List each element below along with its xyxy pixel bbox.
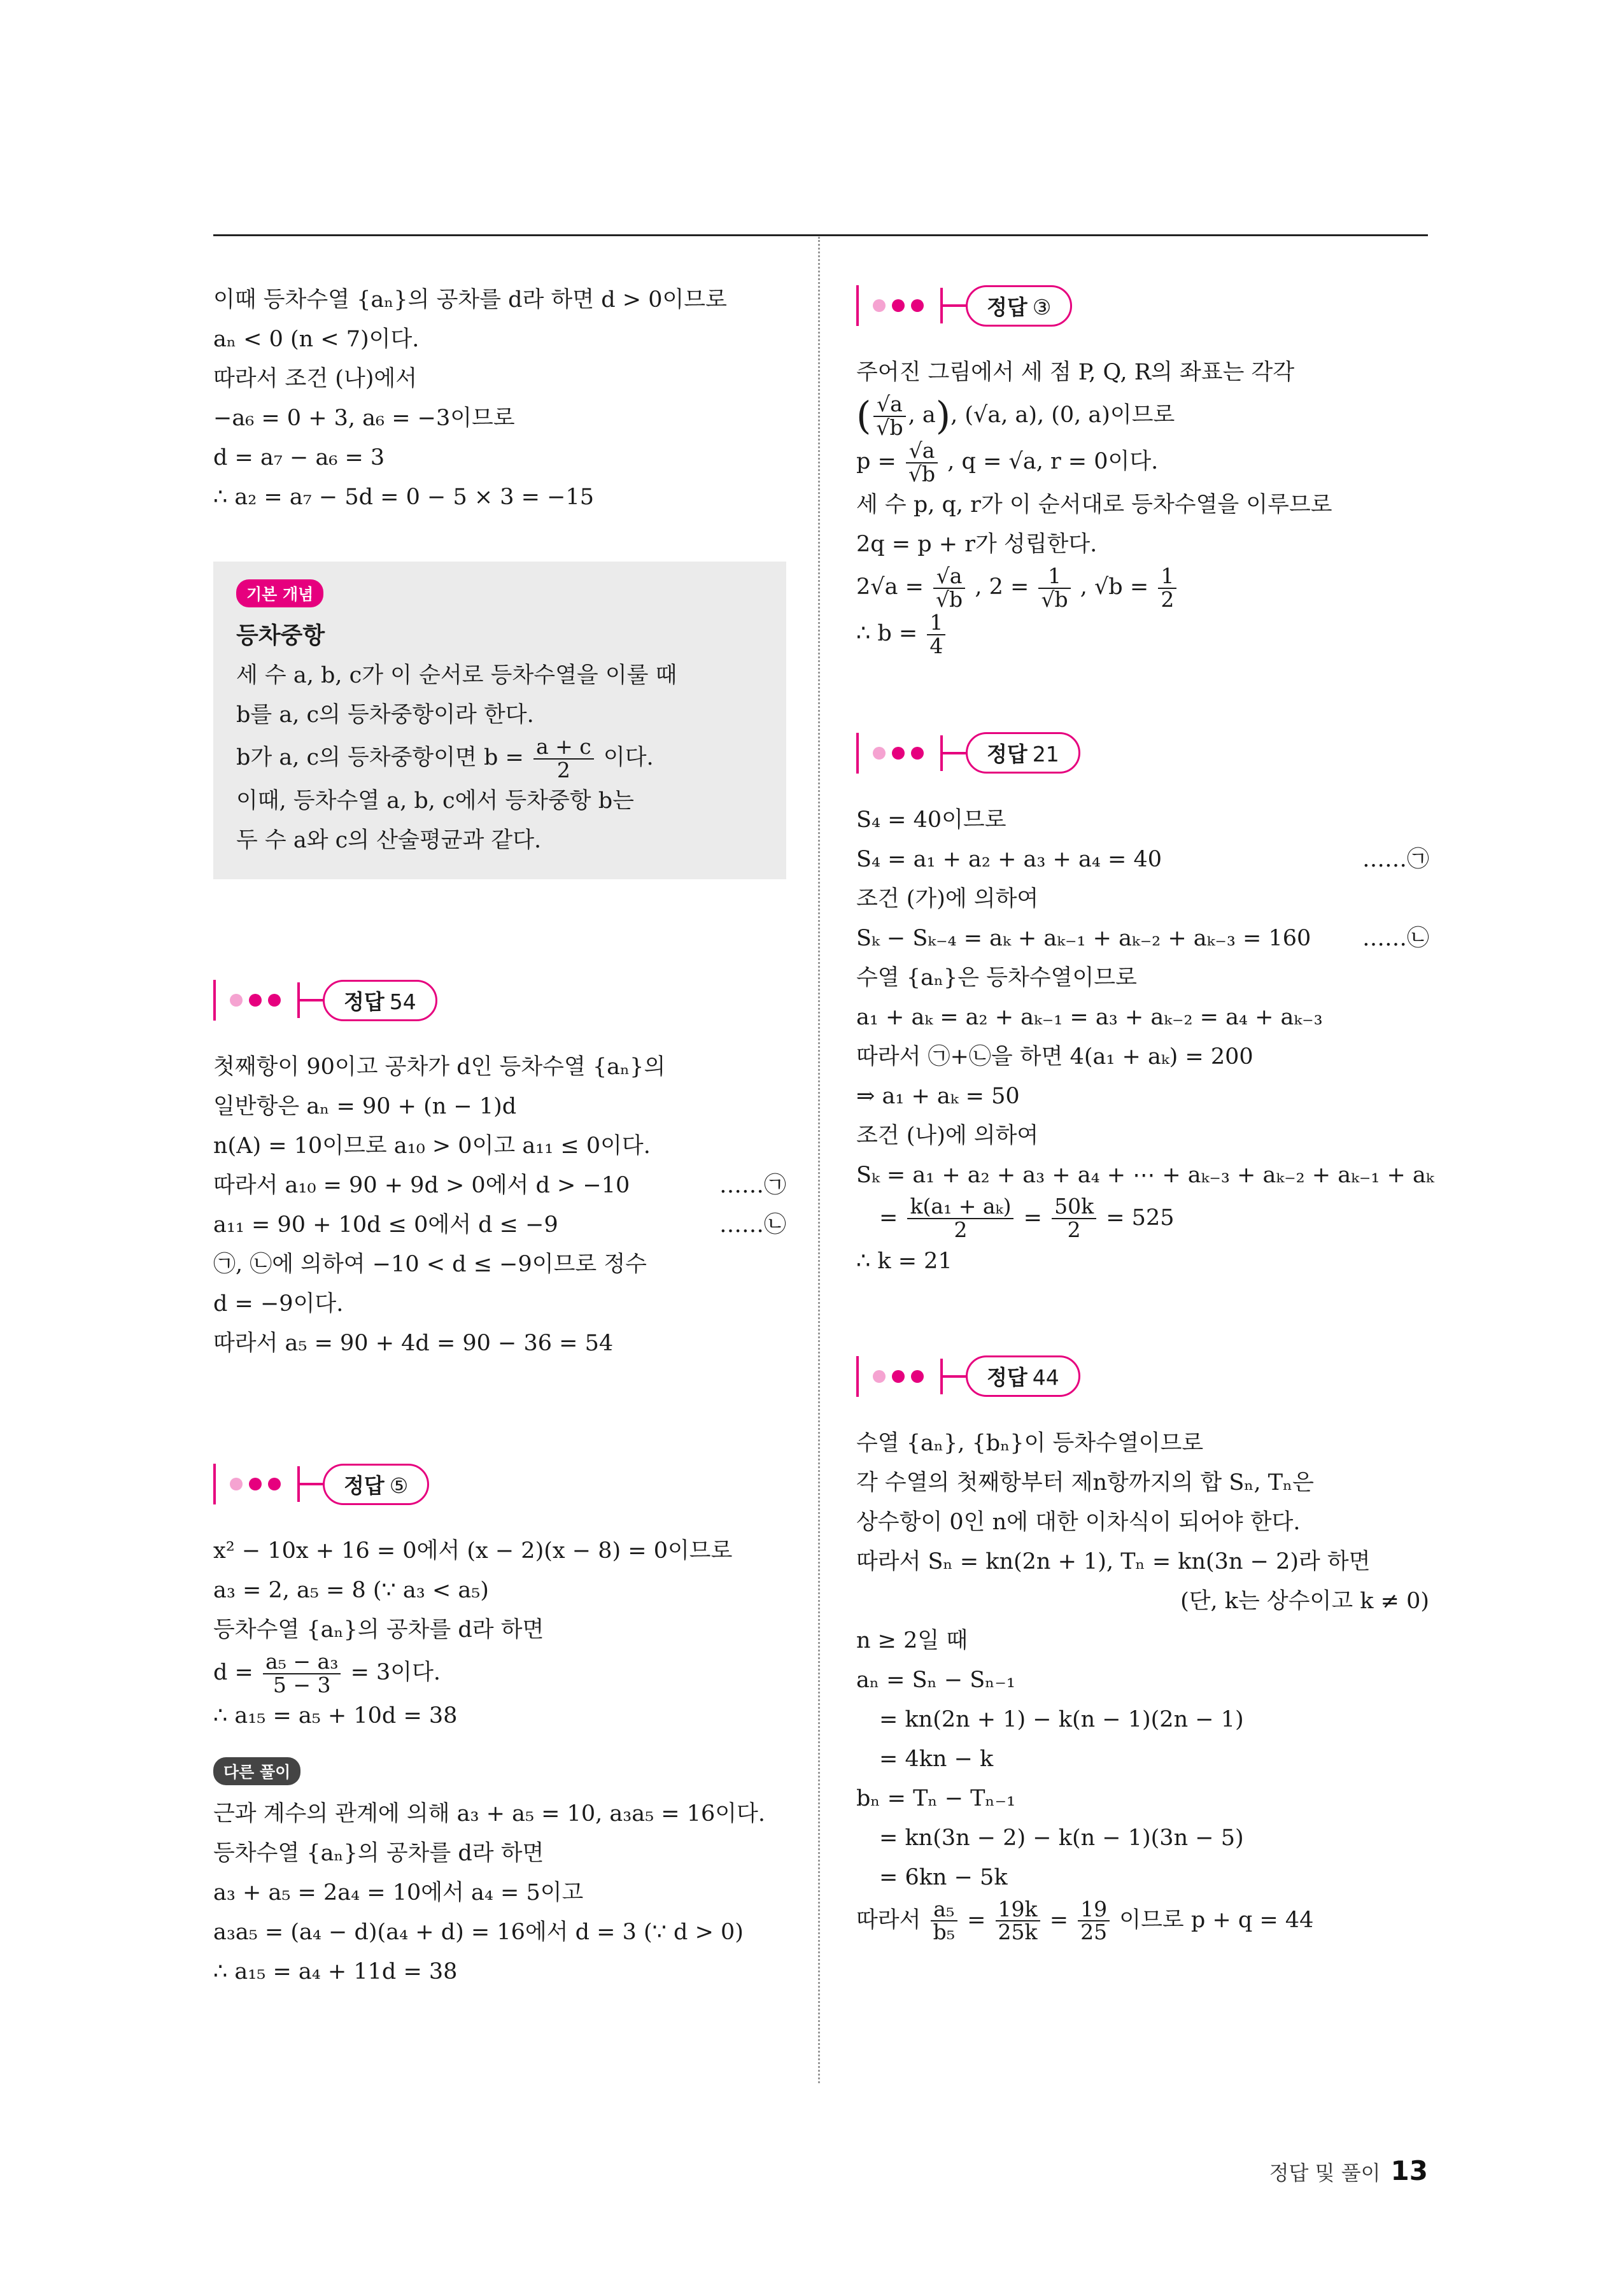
answer-section-3 — [856, 280, 1429, 658]
formula-line — [213, 1650, 786, 1696]
text-line: S₄ = 40이므로 — [856, 807, 1006, 833]
answer-value: 21 — [1032, 742, 1059, 767]
text-line: 수열 {aₙ}은 등차수열이므로 — [856, 965, 1137, 991]
text-line: 근과 계수의 관계에 의해 a₃ + a₅ = 10, a₃a₅ = 16이다. — [213, 1801, 765, 1827]
text-line: = 6kn − 5k — [879, 1864, 1008, 1890]
header-line — [943, 752, 966, 754]
condition-note: (단, k는 상수이고 k ≠ 0) — [1180, 1588, 1429, 1614]
text-line: 수열 {aₙ}, {bₙ}이 등차수열이므로 — [856, 1430, 1204, 1456]
formula-text: = 3이다. — [350, 1660, 441, 1686]
dot-icon — [892, 299, 905, 312]
fraction — [1052, 1196, 1096, 1241]
numerator: a + c — [533, 736, 594, 760]
fraction — [933, 565, 965, 611]
page-number: 13 — [1390, 2155, 1428, 2186]
formula-text: = 525 — [1106, 1205, 1175, 1231]
numerator: √a — [906, 440, 938, 463]
answer-value: 44 — [1032, 1365, 1059, 1390]
fraction — [263, 1651, 341, 1696]
denominator: 2 — [556, 757, 570, 782]
spacer — [856, 1281, 1429, 1351]
numerator: a₅ — [931, 1899, 957, 1922]
text-line: 상수항이 0인 n에 대한 이차식이 되어야 한다. — [856, 1509, 1301, 1535]
text-line: 세 수 p, q, r가 이 순서대로 등차수열을 이루므로 — [856, 492, 1332, 518]
fraction — [996, 1896, 1040, 1945]
formula-text: p = — [856, 449, 896, 475]
page-footer — [1269, 2155, 1428, 2186]
answer-value: ③ — [1032, 294, 1052, 320]
line-text: a₁₁ = 90 + 10d ≤ 0에서 d ≤ −9 — [213, 1212, 558, 1238]
fraction — [873, 393, 905, 439]
answer-header — [213, 975, 786, 1026]
concept-line: 세 수 a, b, c가 이 순서로 등차수열을 이룰 때 — [236, 663, 677, 688]
concept-line: b를 a, c의 등차중항이라 한다. — [236, 702, 534, 728]
formula-text: 이므로 p + q = 44 — [1119, 1907, 1314, 1933]
paren: ) — [935, 393, 951, 439]
concept-line: 이때, 등차수열 a, b, c에서 등차중항 b는 — [236, 788, 634, 814]
text-line: a₃ = 2, a₅ = 8 (∵ a₃ < a₅) — [213, 1578, 489, 1604]
fraction — [931, 1896, 957, 1945]
formula-text: = — [1023, 1205, 1042, 1231]
text-line: n ≥ 2일 때 — [856, 1627, 968, 1653]
denominator: √b — [936, 586, 963, 612]
right-column — [856, 280, 1434, 1945]
text-line: = 4kn − k — [879, 1746, 994, 1772]
formula-line — [856, 1897, 1429, 1944]
numerator: √a — [933, 565, 965, 589]
formula-text: = — [1049, 1907, 1069, 1933]
numerator: √a — [873, 393, 905, 417]
text-line: d = a₇ − a₆ = 3 — [213, 445, 385, 470]
text-line: 등차수열 {aₙ}의 공차를 d라 하면 — [213, 1841, 544, 1867]
numerator: k(a₁ + aₖ) — [907, 1196, 1013, 1219]
numerator: 19 — [1078, 1899, 1110, 1922]
line-text: Sₖ − Sₖ₋₄ = aₖ + aₖ₋₁ + aₖ₋₂ + aₖ₋₃ = 160 — [856, 925, 1311, 951]
denominator: 4 — [929, 633, 943, 658]
formula-line — [856, 1195, 1429, 1242]
header-line — [943, 304, 966, 307]
spacer — [213, 1736, 786, 1757]
numerator: 50k — [1052, 1196, 1096, 1219]
formula-text: 이다. — [603, 745, 654, 770]
equation-marker: ……㉡ — [719, 1212, 786, 1238]
text-line: ㉠, ㉡에 의하여 −10 < d ≤ −9이므로 정수 — [213, 1252, 647, 1278]
answer-section-54 — [213, 975, 786, 1363]
formula-text: b가 a, c의 등차중항이면 b = — [236, 745, 524, 770]
text-line: −a₆ = 0 + 3, a₆ = −3이므로 — [213, 406, 515, 431]
denominator: 2 — [1161, 586, 1175, 612]
text-line: 따라서 조건 (나)에서 — [213, 366, 418, 392]
answer-label: 정답 — [987, 742, 1027, 767]
answer-section-44 — [856, 1351, 1429, 1944]
text-line: 따라서 Sₙ = kn(2n + 1), Tₙ = kn(3n − 2)라 하면 — [856, 1548, 1371, 1574]
answer-label: 정답 — [987, 1365, 1027, 1390]
header-bar — [856, 1356, 859, 1397]
answer-label: 정답 — [344, 989, 385, 1014]
equation-marker: ……㉠ — [1362, 846, 1429, 872]
dot-icon — [249, 1478, 262, 1490]
dot-icon — [230, 994, 243, 1007]
header-bar — [856, 733, 859, 774]
numerator: 1 — [927, 612, 945, 635]
header-line — [300, 999, 323, 1001]
denominator: 25 — [1080, 1920, 1108, 1945]
text-line: 일반항은 aₙ = 90 + (n − 1)d — [213, 1094, 517, 1120]
dot-icon — [911, 747, 924, 760]
text-line: a₁ + aₖ = a₂ + aₖ₋₁ = a₃ + aₖ₋₂ = a₄ + aₖ₋₃ — [856, 1004, 1323, 1030]
concept-line: 두 수 a와 c의 산술평균과 같다. — [236, 828, 542, 854]
formula-line — [856, 439, 1429, 485]
text-line: a₃ + a₅ = 2a₄ = 10에서 a₄ = 5이고 — [213, 1880, 584, 1906]
text-line: 조건 (나)에 의하여 — [856, 1122, 1039, 1149]
text-line: Sₖ = a₁ + a₂ + a₃ + a₄ + ⋯ + aₖ₋₃ + aₖ₋₂ + aₖ₋₁ + aₖ — [856, 1162, 1434, 1188]
marked-line — [856, 840, 1429, 879]
fraction — [1078, 1896, 1110, 1945]
text-line: n(A) = 10이므로 a₁₀ > 0이고 a₁₁ ≤ 0이다. — [213, 1133, 651, 1159]
alternative-tag: 다른 풀이 — [213, 1757, 300, 1785]
line-text: 따라서 a₁₀ = 90 + 9d > 0에서 d > −10 — [213, 1173, 630, 1199]
footer-label: 정답 및 풀이 — [1269, 2161, 1381, 2185]
denominator: b₅ — [933, 1920, 955, 1945]
equation-marker: ……㉠ — [719, 1173, 786, 1199]
answer-label: 정답 — [344, 1473, 385, 1498]
formula-text: d = — [213, 1660, 253, 1686]
text-line: 등차수열 {aₙ}의 공차를 d라 하면 — [213, 1617, 544, 1643]
solution-continued — [213, 280, 786, 517]
formula-text: , q = √a, r = 0이다. — [947, 449, 1159, 475]
denominator: √b — [876, 414, 903, 440]
numerator: a₅ − a₃ — [263, 1651, 341, 1674]
answer-pill — [323, 980, 437, 1021]
text-line: aₙ < 0 (n < 7)이다. — [213, 327, 420, 352]
spacer — [213, 1363, 786, 1459]
formula-text: , 2 = — [975, 574, 1029, 600]
dot-icon — [892, 747, 905, 760]
formula-text: = — [967, 1907, 986, 1933]
denominator: √b — [908, 461, 936, 486]
dot-icon — [873, 299, 886, 312]
dot-icon — [268, 1478, 281, 1490]
concept-title: 등차중항 — [236, 623, 325, 649]
formula-line — [856, 392, 1429, 439]
text-line: = kn(2n + 1) − k(n − 1)(2n − 1) — [879, 1706, 1244, 1732]
column-divider — [818, 237, 820, 2083]
dot-icon — [268, 994, 281, 1007]
header-bar — [856, 285, 859, 326]
text-line: = kn(3n − 2) − k(n − 1)(3n − 5) — [879, 1825, 1244, 1851]
answer-value: 54 — [389, 989, 416, 1014]
denominator: √b — [1041, 586, 1068, 612]
fraction — [907, 1196, 1013, 1241]
dot-icon — [911, 299, 924, 312]
text-line: 따라서 ㉠+㉡을 하면 4(a₁ + aₖ) = 200 — [856, 1043, 1253, 1070]
fraction — [533, 733, 594, 782]
text-line: d = −9이다. — [213, 1291, 344, 1317]
top-rule — [213, 234, 1428, 236]
answer-pill — [966, 732, 1080, 774]
text-line: aₙ = Sₙ − Sₙ₋₁ — [856, 1667, 1015, 1693]
dot-icon — [911, 1370, 924, 1383]
paren: ( — [856, 393, 872, 439]
text-line: ∴ a₂ = a₇ − 5d = 0 − 5 × 3 = −15 — [213, 485, 594, 510]
fraction — [1158, 565, 1176, 611]
answer-header — [213, 1459, 786, 1510]
text-line: a₃a₅ = (a₄ − d)(a₄ + d) = 16에서 d = 3 (∵ d > 0) — [213, 1920, 744, 1946]
numerator: 1 — [1158, 565, 1176, 589]
answer-header — [856, 280, 1429, 331]
concept-formula — [236, 735, 763, 781]
text-line: 조건 (가)에 의하여 — [856, 886, 1039, 912]
dot-icon — [230, 1478, 243, 1490]
text-line: 이때 등차수열 {aₙ}의 공차를 d라 하면 d > 0이므로 — [213, 287, 727, 313]
header-bar — [213, 1464, 216, 1504]
denominator: 25k — [998, 1920, 1038, 1945]
left-column — [213, 280, 786, 1991]
text-line: x² − 10x + 16 = 0에서 (x − 2)(x − 8) = 0이므로 — [213, 1538, 733, 1564]
numerator: 19k — [996, 1899, 1040, 1922]
text-line: 각 수열의 첫째항부터 제n항까지의 합 Sₙ, Tₙ은 — [856, 1469, 1314, 1496]
concept-box — [213, 562, 786, 879]
text-line: ∴ k = 21 — [856, 1248, 952, 1274]
line-text: S₄ = a₁ + a₂ + a₃ + a₄ = 40 — [856, 846, 1162, 872]
answer-section-5 — [213, 1459, 786, 1991]
text-line: ∴ a₁₅ = a₅ + 10d = 38 — [213, 1703, 458, 1729]
marked-line — [856, 919, 1429, 958]
denominator: 2 — [954, 1217, 968, 1243]
formula-text: ∴ b = — [856, 621, 918, 647]
denominator: 2 — [1067, 1217, 1081, 1243]
spacer — [213, 879, 786, 975]
text-line: bₙ = Tₙ − Tₙ₋₁ — [856, 1785, 1016, 1811]
formula-line — [856, 611, 1429, 657]
numerator: 1 — [1038, 565, 1070, 589]
answer-header — [856, 728, 1429, 779]
header-bar — [213, 980, 216, 1021]
formula-text: 따라서 — [856, 1907, 921, 1933]
formula-text: 2√a = — [856, 574, 924, 600]
formula-line — [856, 564, 1429, 611]
denominator: 5 − 3 — [272, 1672, 331, 1697]
answer-value: ⑤ — [389, 1473, 409, 1498]
concept-tag: 기본 개념 — [236, 579, 323, 607]
header-line — [943, 1375, 966, 1378]
fraction — [906, 440, 938, 485]
header-line — [300, 1483, 323, 1485]
marked-line — [213, 1205, 786, 1245]
answer-pill — [966, 1355, 1080, 1397]
marked-line — [213, 1166, 786, 1205]
text-line: 2q = p + r가 성립한다. — [856, 532, 1098, 558]
dot-icon — [249, 994, 262, 1007]
text-line: ⇒ a₁ + aₖ = 50 — [856, 1083, 1020, 1109]
answer-section-21 — [856, 728, 1434, 1281]
spacer — [213, 1785, 786, 1794]
answer-pill — [966, 285, 1072, 327]
formula-text: , √b = — [1080, 574, 1149, 600]
spacer — [856, 658, 1429, 728]
formula-text: , a — [908, 402, 936, 428]
text-line: 첫째항이 90이고 공차가 d인 등차수열 {aₙ}의 — [213, 1054, 666, 1080]
dot-icon — [892, 1370, 905, 1383]
answer-header — [856, 1351, 1429, 1402]
text-line: 따라서 a₅ = 90 + 4d = 90 − 36 = 54 — [213, 1331, 614, 1357]
text-line: 주어진 그림에서 세 점 P, Q, R의 좌표는 각각 — [856, 360, 1295, 385]
answer-pill — [323, 1464, 429, 1505]
fraction — [927, 612, 945, 657]
answer-label: 정답 — [987, 294, 1027, 320]
dot-icon — [873, 1370, 886, 1383]
text-line: ∴ a₁₅ = a₄ + 11d = 38 — [213, 1959, 458, 1985]
formula-text: = — [879, 1205, 898, 1231]
equation-marker: ……㉡ — [1362, 925, 1429, 951]
dot-icon — [873, 747, 886, 760]
fraction — [1038, 565, 1070, 611]
formula-text: , (√a, a), (0, a)이므로 — [950, 402, 1175, 428]
